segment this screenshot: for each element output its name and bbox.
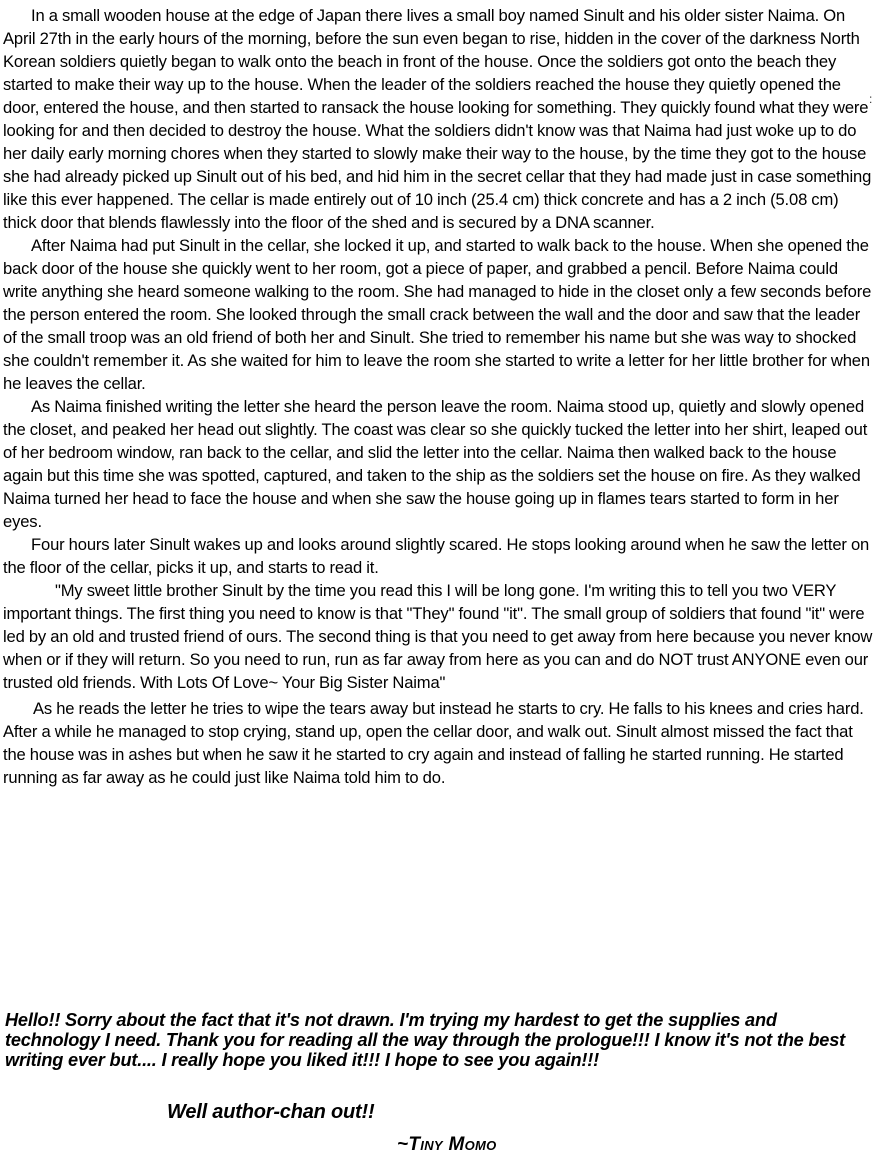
author-note: Hello!! Sorry about the fact that it's not drawn. I'm trying my hardest to get the supplies and technology I need. Thank you for reading all the way through the prologue!!! I know it's not the best writing ever but.... I really hope you liked it!!! I hope to see you again!!! — [5, 1010, 845, 1070]
story-text — [3, 4, 873, 789]
story-paragraph-1: In a small wooden house at the edge of Japan there lives a small boy named Sinult and his older sister Naima. On April 27th in the early hours of the morning, before the sun even began to rise, hidden in the cover of the darkness North Korean soldiers quietly began to walk onto the beach in front of the house. Once the soldiers got onto the beach they started to make their way up to the house. When the leader of the soldiers reached the house they quietly opened the door, entered the house, and then started to ransack the house looking for something. They quickly found what they were looking for and then decided to destroy the house. What the soldiers didn't know was that Naima had just woke up to do her daily early morning chores when they started to slowly make their way to the house, by the time they got to the house she had already picked up Sinult out of his bed, and hid him in the secret cellar that they had made just in case something like this ever happened. The cellar is made entirely out of 10 inch (25.4 cm) thick concrete and has a 2 inch (5.08 cm) thick door that blends flawlessly into the floor of the shed and is secured by a DNA scanner. — [3, 6, 872, 232]
author-signature: ~Tiny Momo — [397, 1134, 497, 1155]
author-signoff: Well author-chan out!! — [167, 1101, 375, 1123]
stray-mark: : — [869, 92, 873, 106]
story-paragraph-3: As Naima finished writing the letter she heard the person leave the room. Naima stood up, quietly and slowly opened the closet, and peaked her head out slightly. The coast was clear so she quickly tucked the letter into her shirt, leaped out of her bedroom window, ran back to the cellar, and slid the letter into the cellar. Naima then walked back to the house again but this time she was spotted, captured, and taken to the ship as the soldiers set the house on fire. As they walked Naima turned her head to face the house and when she saw the house going up in flames tears started to form in her eyes. — [3, 397, 868, 531]
story-paragraph-2: After Naima had put Sinult in the cellar, she locked it up, and started to walk back to the house. When she opened the back door of the house she quickly went to her room, got a piece of paper, and grabbed a pencil. Before Naima could write anything she heard someone walking to the room. She had managed to hide in the closet only a few seconds before the person entered the room. She looked through the small crack between the wall and the door and saw that the leader of the small troop was an old friend of both her and Sinult. She tried to remember his name but she was way to shocked she couldn't remember it. As she waited for him to leave the room she started to write a letter for her little brother for when he leaves the cellar. — [3, 236, 872, 393]
story-paragraph-4: Four hours later Sinult wakes up and looks around slightly scared. He stops looking around when he saw the letter on the floor of the cellar, picks it up, and starts to read it. — [3, 535, 870, 577]
story-paragraph-final: As he reads the letter he tries to wipe the tears away but instead he starts to cry. He falls to his knees and cries hard. After a while he managed to stop crying, stand up, open the cellar door, and walk out. Sinult almost missed the fact that the house was in ashes but when he saw it he started to cry again and instead of falling he started running. He started running as far away as he could just like Naima told him to do. — [3, 699, 864, 787]
letter-paragraph: "My sweet little brother Sinult by the time you read this I will be long gone. I'm writing this to tell you two VERY important things. The first thing you need to know is that "They" found "it". The small group of soldiers that found "it" were led by an old and trusted friend of ours. The second thing is that you need to get away from here because you never know when or if they will return. So you need to run, run as far away from here as you can and do NOT trust ANYONE even our trusted old friends. With Lots Of Love~ Your Big Sister Naima" — [3, 581, 873, 692]
